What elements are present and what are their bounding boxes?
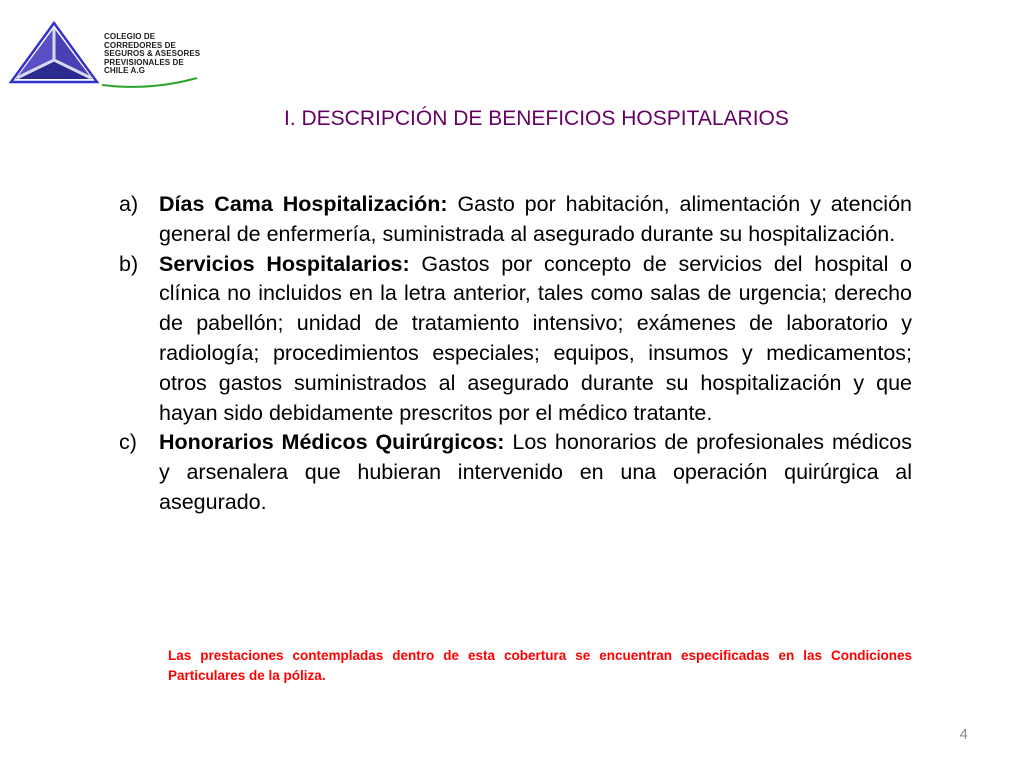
item-text: Gasto por habitación, alimentación y atención general de enfermería, suministrada al asegurado durante su hospitalización. (159, 192, 912, 246)
item-letter: a) (119, 192, 139, 216)
benefits-list (119, 190, 912, 518)
item-term: Días Cama Hospitalización: (159, 192, 448, 216)
page-title: I. DESCRIPCIÓN DE BENEFICIOS HOSPITALARIOS (284, 107, 789, 130)
triangle-logo-icon (8, 20, 100, 86)
item-body (159, 250, 912, 429)
logo-line: SEGUROS & ASESORES (104, 49, 201, 59)
logo-line: PREVISIONALES DE (104, 57, 184, 67)
item-body (159, 190, 912, 250)
logo-line: COLEGIO DE (104, 32, 156, 41)
logo-text (104, 33, 224, 76)
list-item (119, 250, 912, 429)
item-body (159, 428, 912, 517)
item-letter: b) (119, 251, 139, 276)
item-term: Honorarios Médicos Quirúrgicos: (159, 430, 505, 455)
logo-swoosh-icon (100, 76, 200, 90)
coverage-note: Las prestaciones contempladas dentro de esta cobertura se encuentran especificadas en las Condiciones Particulares de la póliza. (168, 648, 912, 683)
item-term: Servicios Hospitalarios: (159, 251, 410, 276)
item-text: Gastos por concepto de servicios del hospital o clínica no incluidos en la letra anterior, tales como salas de urgencia; derecho de pabellón; unidad de tratamiento intensivo; exámenes de laboratorio y radiología; procedimientos especiales; equipos, insumos y medicamentos; otros gastos suministrados al asegurado durante su hospitalización y que hayan sido debidamente prescritos por el médico tratante. (159, 251, 913, 425)
page-number: 4 (959, 726, 968, 743)
logo-line: CHILE A.G (104, 66, 146, 76)
item-letter: c) (119, 430, 137, 455)
list-item (119, 428, 912, 517)
list-item (119, 190, 912, 250)
logo-line: CORREDORES DE (104, 40, 176, 50)
item-text: Los honorarios de profesionales médicos y arsenalera que hubieran intervenido en una operación quirúrgica al asegurado. (159, 430, 912, 514)
